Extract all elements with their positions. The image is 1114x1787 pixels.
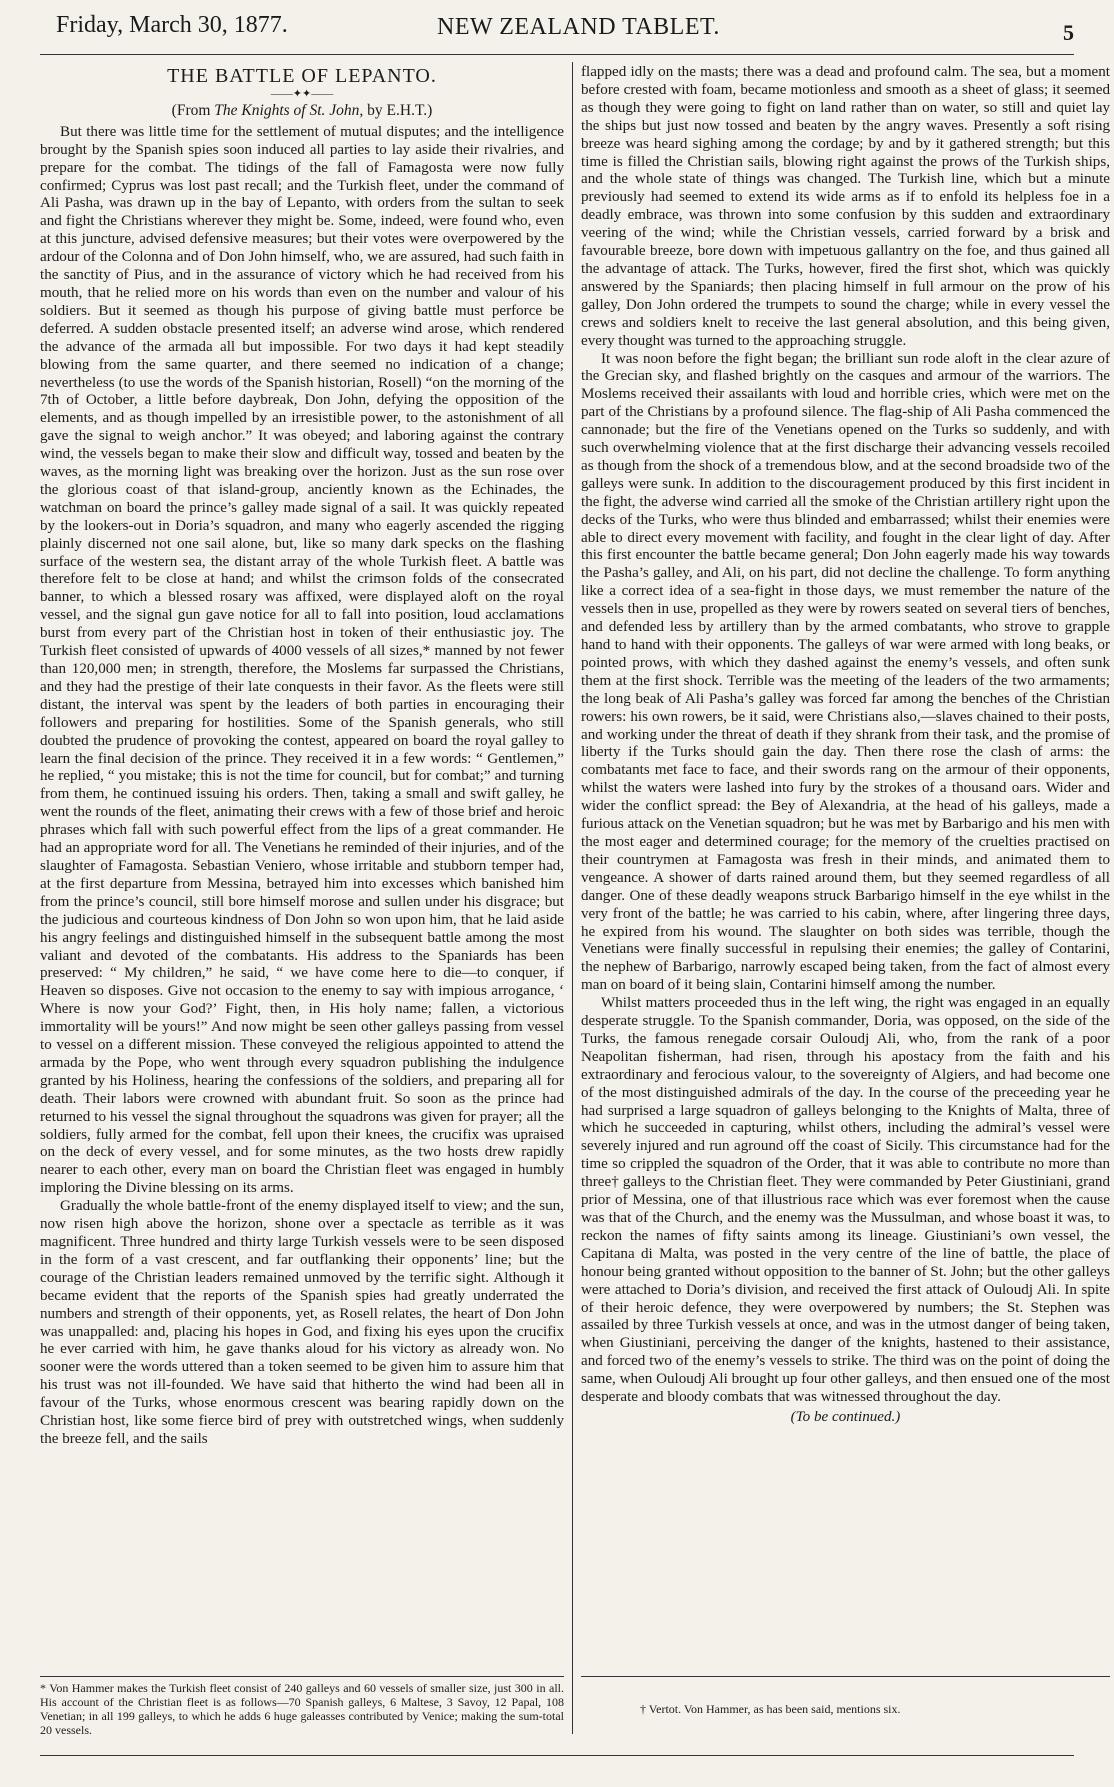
page-number: 5 — [1063, 20, 1074, 45]
column-divider — [572, 62, 573, 1734]
footnote-rule-right — [581, 1676, 1110, 1677]
issue-date: Friday, March 30, 1877. — [56, 12, 288, 38]
newspaper-title: NEW ZEALAND TABLET. — [437, 14, 720, 40]
footnote-left: * Von Hammer makes the Turkish fleet consist of 240 galleys and 60 vessels of smaller size, just 300 in all. His account of the Christian fleet is as follows—70 Spanish galleys, 6 Maltese, 3 Savoy, 12 Papal, 108 Venetian; in all 199 galleys, to which he adds 6 huge galeasses contributed by Venice; making the sum-total 20 vessels. — [40, 1681, 564, 1737]
masthead — [56, 8, 1074, 46]
byline-prefix: (From — [171, 101, 215, 119]
article-byline — [40, 102, 564, 120]
paragraph: flapped idly on the masts; there was a dead and profound calm. The sea, but a moment before crested with foam, became motionless and smooth as a sheet of glass; it seemed as though they were going to fight on land rather than on water, so still and quiet lay the ships but just now tossed and beaten by the angry waves. Presently a soft rising breeze was heard sighing among the cordage; by and by it gathered strength; but this time is filled the Christian sails, blowing right against the prows of the Turkish ships, and the whole state of things was changed. The Turkish line, which but a minute previously had seemed to extend its wide arms as if to enfold its helpless foe in a deadly embrace, was thrown into some confusion by this sudden and extraordinary veering of the wind; while the Christian vessels, carried forward by a brisk and favourable breeze, bore down with impetuous gallantry on the foe, and thus gained all the advantage of attack. The Turks, however, fired the first shot, which was quickly answered by the Spaniards; then placing himself in full armour on the prow of his galley, Don John ordered the trumpets to sound the charge; while in every vessel the crews and soldiers knelt to receive the last general absolution, and this being given, every thought was turned to the approaching struggle. — [581, 64, 1110, 349]
title-separator: ——✦✦—— — [270, 87, 334, 100]
article-title: THE BATTLE OF LEPANTO. — [167, 65, 437, 87]
byline-suffix: by E.H.T.) — [363, 101, 433, 119]
byline-source: The Knights of St. John, — [214, 101, 364, 119]
paragraph: Whilst matters proceeded thus in the left wing, the right was engaged in an equally desperate struggle. To the Spanish commander, Doria, was opposed, on the side of the Turks, the famous renegade corsair Ouloudj Ali, who, from the rank of a poor Neapolitan fisherman, had risen, through his apostacy from the faith and his extraordinary and ferocious valour, to the sovereignty of Algiers, and had become one of the most distinguished admirals of the day. In the course of the preceeding year he had surprised a large squadron of galleys belonging to the Knights of Malta, three of which he succeeded in capturing, whilst others, including the admiral’s vessel were severely injured and run aground off the coast of Sicily. This circumstance had for the time so crippled the squadron of the Order, that it was able to contribute no more than three† galleys to the Christian fleet. They were commanded by Peter Giustiniani, grand prior of Messina, one of that illustrious race which was ever foremost when the cause was that of the Church, and the enemy was the Mussulman, and whose boast it was, to reckon the names of fifty saints among its lineage. Giustiniani’s own vessel, the Capitana di Malta, was posted in the very centre of the line of battle, the place of honour being granted without opposition to the banner of St. John; but the other galleys were attached to Doria’s division, and received the first attack of Ouloudj Ali. In spite of their heroic defence, they were overpowered by numbers; the St. Stephen was assailed by three Turkish vessels at once, and was in the utmost danger of being taken, when Giustiniani, perceiving the danger of the knights, hastened to their assistance, and forced two of the enemy’s vessels to strike. The third was on the point of doing the same, when Ouloudj Ali brought up four other galleys, and then ensued one of the most desperate and bloody combats that was witnessed throughout the day. — [581, 995, 1110, 1406]
left-column — [40, 64, 564, 1654]
paragraph: It was noon before the fight began; the brilliant sun rode aloft in the clear azure of the Grecian sky, and flashed brightly on the casques and armour of the warriors. The Moslems received their assailants with loud and horrible cries, which were met on the part of the Christians by a profound silence. The flag-ship of Ali Pasha commenced the cannonade; but the fire of the Venetians opened on the Turks so suddenly, and with such overwhelming violence that at the first discharge their advancing vessels recoiled as though from the shock of a tremendous blow, and at the second broadside two of the galleys were sunk. In addition to the discouragement produced by this first incident in the fight, the adverse wind carried all the smoke of the Christian artillery right upon the decks of the Turks, who were thus blinded and embarrassed; whilst their enemies were able to direct every movement with facility, and fought in the clear light of day. After this first encounter the battle became general; Don John eagerly made his way towards the Pasha’s galley, and Ali, on his part, did not decline the challenge. To form anything like a correct idea of a sea-fight in those days, we must remember the nature of the vessels then in use, propelled as they were by rowers seated on several tiers of benches, and defended less by artillery than by the armed combatants, who strove to grapple hand to hand with their opponents. The galleys of war were armed with long beaks, or pointed prows, with which they dashed against the enemy’s vessels, and often sunk them at the first shock. Terrible was the meeting of the leaders of the two armaments; the long beak of Ali Pasha’s galley was forced far among the benches of the Christian rowers: his own rowers, be it said, were Christians also,—slaves chained to their posts, and working under the threat of death if they shrank from their task, and the promise of liberty if the Turks should gain the day. Then there rose the clash of arms: the combatants met face to face, and their swords rang on the armour of their opponents, whilst the waters were lashed into fury by the strokes of a thousand oars. Wider and wider the conflict spread: the Bey of Alexandria, at the head of his galleys, made a furious attack on the Venetian squadron; but he was met by Barbarigo and his men with the most eager and determined courage; for the memory of the cruelties practised on their countrymen at Famagosta was fresh in their minds, and animated them to vengeance. A shower of darts rained around them, but they seemed regardless of all danger. One of these deadly weapons struck Barbarigo himself in the eye whilst in the very front of the battle; he was carried to his cabin, where, after lingering three days, he expired from his wound. The slaughter on both sides was terrible, though the Venetians were finally successful in repulsing their enemies; the galley of Contarini, the nephew of Barbarigo, narrowly escaped being taken, from the fact of almost every man on board of it being slain, Contarini himself among the number. — [581, 350, 1110, 994]
footnote-rule-left — [40, 1676, 564, 1677]
bottom-rule — [40, 1755, 1074, 1756]
paragraph: Gradually the whole battle-front of the enemy displayed itself to view; and the sun, now risen high above the horizon, shone over a spectacle as terrible as it was magnificent. Three hundred and thirty large Turkish vessels were to be seen disposed in the form of a vast crescent, and far outflanking their opponents’ line; but the courage of the Christian leaders remained unmoved by the terrific sight. Although it became evident that the reports of the Spanish spies had greatly underrated the numbers and strength of their opponents, yet, as Rosell relates, the heart of Don John was unappalled: and, placing his hopes in God, and fixing his eyes upon the crucifix he ever carried with him, he gave thanks aloud for his victory as already won. No sooner were the words uttered than a token seemed to be given him to assure him that his trust was not ill-founded. We have said that hitherto the wind had been all in favour of the Turks, whose enormous crescent was bearing rapidly down on the Christian host, like some fierce bird of prey with outstretched wings, when suddenly the breeze fell, and the sails — [40, 1198, 564, 1447]
footnote-right: † Vertot. Von Hammer, as has been said, mentions six. — [640, 1702, 901, 1716]
paragraph: But there was little time for the settlement of mutual disputes; and the intelligence brought by the Spanish spies soon induced all parties to lay aside their rivalries, and prepare for the combat. The tidings of the fall of Famagosta were now fully confirmed; Cyprus was lost past recall; and the Turkish fleet, under the command of Ali Pasha, was drawn up in the bay of Lepanto, with orders from the sultan to seek and fight the Christians wherever they might be. Some, indeed, were found who, even at this juncture, advised defensive measures; but their votes were overpowered by the ardour of the Colonna and of Don John himself, who, we are assured, had such faith in the sanctity of Pius, and in the assurance of victory which he had received from his mouth, that he relied more on his words than even on the number and valour of his soldiers. But it seemed as though his purpose of giving battle must perforce be deferred. A sudden obstacle presented itself; an adverse wind arose, which rendered the advance of the armada all but impossible. For two days it had kept steadily blowing from the same quarter, and there seemed no indication of a change; nevertheless (to use the words of the Spanish historian, Rosell) “on the morning of the 7th of October, a little before daybreak, Don John, defying the opposition of the elements, and as though impelled by an irresistible power, to the astonishment of all gave the signal to weigh anchor.” It was obeyed; and laboring against the contrary wind, the vessels began to make their slow and difficult way, tossed and beaten by the waves, as the morning light was breaking over the horizon. Just as the sun rose over the glorious coast of that island-group, anciently known as the Echinades, the watchman on board the prince’s galley made signal of a sail. It was quickly repeated by the lookers-out in Doria’s squadron, and many who eagerly ascended the rigging plainly discerned not one sail alone, but, like so many dark specks on the flashing surface of the western sea, the distant array of the whole Turkish fleet. A battle was therefore felt to be close at hand; and whilst the crimson folds of the consecrated banner, to which a blessed rosary was affixed, were displayed aloft on the royal vessel, and the signal gun gave notice for all to fall into position, loud acclamations burst from every part of the Christian host in token of their enthusiastic joy. The Turkish fleet consisted of upwards of 4000 vessels of all sizes,* manned by not fewer than 120,000 men; in strength, therefore, the Moslems far surpassed the Christians, and they had the prestige of their late conquests in their favor. As the fleets were still distant, the interval was spent by the leaders of both parties in encouraging their followers and preparing for hostilities. Some of the Spanish generals, who still doubted the prudence of provoking the contest, appeared on board the royal galley to learn the final decision of the prince. They received it in a few words: “ Gentlemen,” he replied, “ you mistake; this is not the time for council, but for combat;” and turning from them, he continued issuing his orders. Then, taking a small and swift galley, he went the rounds of the fleet, animating their crews with a few of those brief and heroic phrases which fall with such powerful effect from the lips of a great commander. He had an appropriate word for all. The Venetians he reminded of their injuries, and of the slaughter of Famagosta. Sebastian Veniero, whose irritable and stubborn temper had, at the first departure from Messina, betrayed him into excesses which banished him from the prince’s council, still bore himself morose and sullen under his disgrace; but the judicious and courteous kindness of Don John so won upon him, that he laid aside his angry feelings and distinguished himself in the subsequent battle among the most valiant and devoted of the combatants. His address to the Spaniards has been preserved: “ My children,” he said, “ we have come here to die—to conquer, if Heaven so disposes. Give not occasion to the enemy to say with impious arrogance, ‘ Where is now your God?’ Fight, then, in His holy name; fallen, a victorious immortality will be yours!” And now might be seen other galleys passing from vessel to vessel on a different mission. These conveyed the religious appointed to attend the armada by the Pope, who went through every squadron publishing the indulgence granted by his Holiness, hearing the confessions of the soldiers, and preparing all for death. Their labors were crowned with abundant fruit. So soon as the prince had returned to his vessel the signal throughout the squadrons was given for prayer; all the soldiers, fully armed for the combat, fell upon their knees, the crucifix was upraised on the deck of every vessel, and for some minutes, as the two hosts drew rapidly nearer to each other, every man on board the Christian fleet was engaged in humbly imploring the Divine blessing on its arms. — [40, 123, 564, 1197]
continued-note: (To be continued.) — [790, 1408, 901, 1425]
header-rule — [40, 54, 1074, 55]
right-column — [581, 64, 1110, 1654]
